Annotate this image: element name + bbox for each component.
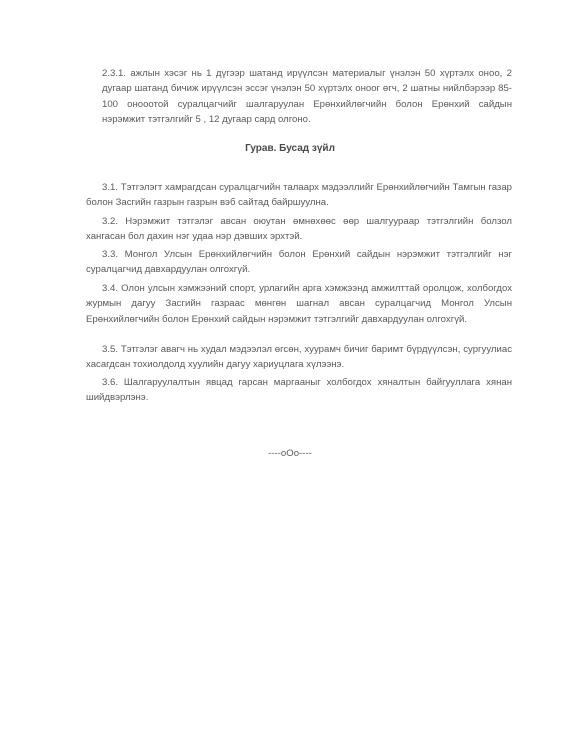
section-heading: Гурав. Бусад зүйл xyxy=(245,143,335,154)
clause-3-4: 3.4. Олон улсын хэмжээний спорт, урлагийн арга хэмжээнд амжилттай оролцож, холбогдох журмын дагуу Засгийн газраас мөнгөн шагнал авсан суралцагчид Монгол Улсын Ерөнхийлөгчийн болон Ерөнхий сайдын нэрэмжит тэтгэлгийг давхардуулан олгохгүй. xyxy=(86,283,512,325)
clause-3-3: 3.3. Монгол Улсын Ерөнхийлөгчийн болон Ерөнхий сайдын нэрэмжит тэтгэлгийг нэг суралцагчид давхардуулан олгохгүй. xyxy=(86,249,512,276)
clause-2-3-1: 2.3.1. ажлын хэсэг нь 1 дүгээр шатанд ирүүлсэн материалыг үнэлэн 50 хүртэлх оноо, 2 дугаар шатанд бичиж ирүүлсэн эссэг үнэлэн 50 хүртэлх оноог өгч, 2 шатны нийлбэрээр 85-100 онооотой суралцагчийг шалгаруулан Ерөнхийлөгчийн болон Ерөнхий сайдын нэрэмжит тэтгэлгийг 5 , 12 дугаар сард олгоно. xyxy=(102,68,512,126)
clause-3-6: 3.6. Шалгаруулалтын явцад гарсан маргааныг холбогдох хяналтын байгууллага хянан шийдвэрлэнэ. xyxy=(86,377,512,404)
clause-3-5: 3.5. Тэтгэлэг авагч нь худал мэдээлэл өгсөн, хуурамч бичиг баримт бүрдүүлсэн, сургуулиас хасагдсан тохиолдолд хуулийн дагуу хариуцлага хүлээнэ. xyxy=(86,344,512,371)
clause-3-2: 3.2. Нэрэмжит тэтгэлэг авсан оюутан өмнөхөөс өөр шалгуураар тэтгэлгийн болзол хангасан бол дахин нэг удаа нэр дэвших эрхтэй. xyxy=(86,216,512,243)
clause-3-1: 3.1. Тэтгэлэгт хамрагдсан суралцагчийн талаарх мэдээллийг Ерөнхийлөгчийн Тамгын газар болон Засгийн газрын газрын вэб сайтад байршуулна. xyxy=(86,182,512,209)
ending-mark: ----оОо---- xyxy=(268,448,312,459)
